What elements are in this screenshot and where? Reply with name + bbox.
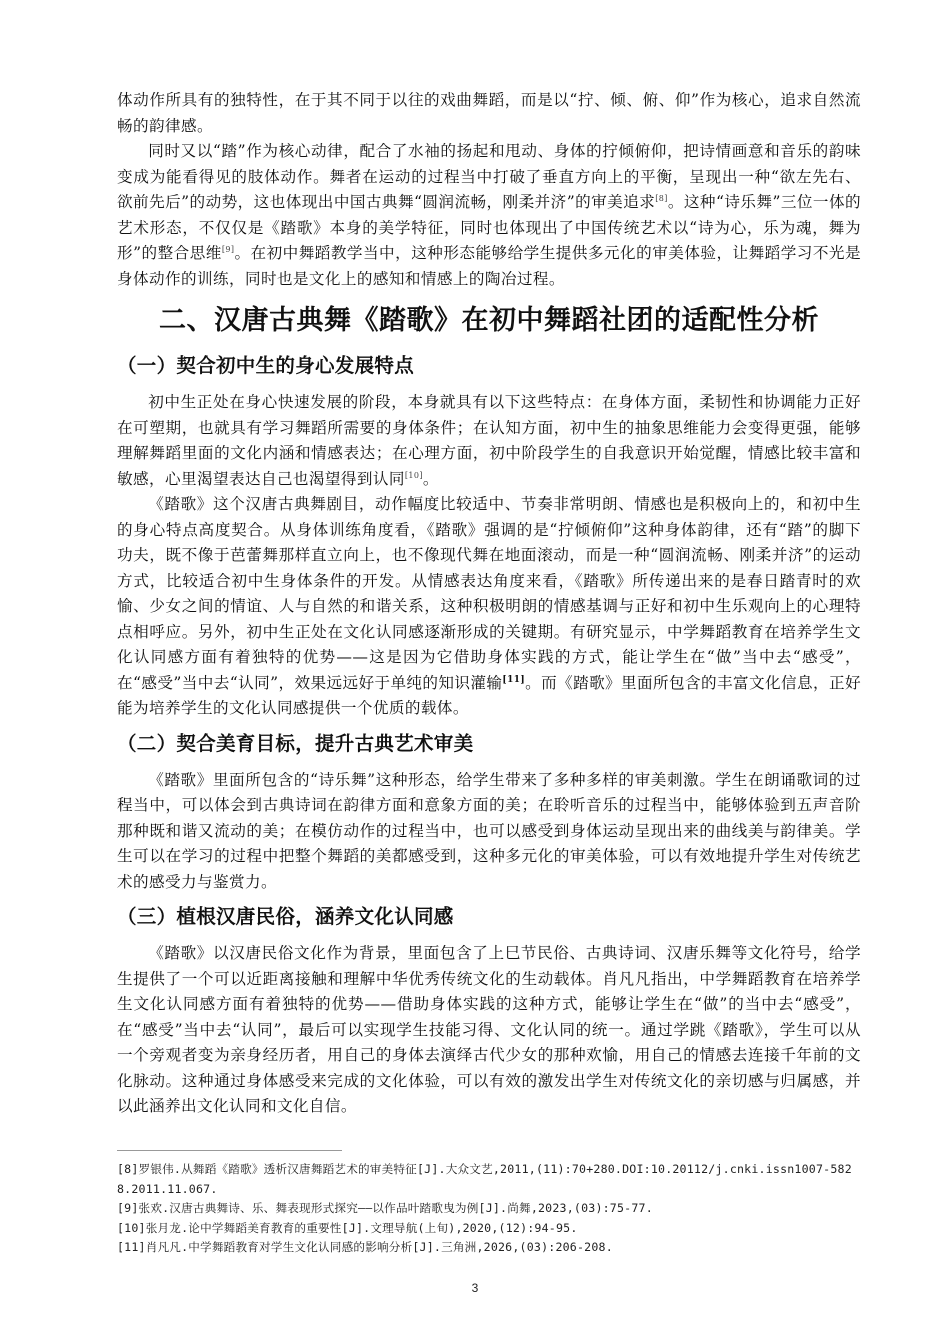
paragraph-text: 同时又以“踏”作为核心动律，配合了水袖的扬起和甩动、身体的拧倾俯仰，把诗情画意和音乐的韵味变成为能看得见的肢体动作。舞者在运动的过程当中打破了垂直方向上的平衡，呈现出一种“欲左先右、欲前先后”的动势，这也体现出中国古典舞“圆润流畅，刚柔并济”的审美追求 (117, 142, 861, 211)
page-body (117, 88, 861, 1120)
body-paragraph: 《踏歌》里面所包含的“诗乐舞”这种形态，给学生带来了多种多样的审美刺激。学生在朗诵歌词的过程当中，可以体会到古典诗词在韵律方面和意象方面的美；在聆听音乐的过程当中，能够体验到五声音阶那种既和谐又流动的美；在模仿动作的过程当中，也可以感受到身体运动呈现出来的曲线美与韵律美。学生可以在学习的过程中把整个舞蹈的美都感受到，这种多元化的审美体验，可以有效地提升学生对传统艺术的感受力与鉴赏力。 (117, 770, 861, 891)
body-paragraph (117, 492, 861, 722)
paragraph-text: 体动作所具有的独特性，在于其不同于以往的戏曲舞蹈，而是以“拧、倾、俯、仰”作为核心，追求自然流畅的韵律感。 (117, 91, 861, 135)
footnote-item: [8]罗银伟.从舞蹈《踏歌》透析汉唐舞蹈艺术的审美特征[J].大众文艺,2011,(11):70+280.DOI:10.20112/j.cnki.issn1007-5828.2011.11.067. (117, 1162, 852, 1196)
body-paragraph-continued (117, 88, 861, 139)
body-paragraph (117, 139, 861, 292)
subsection-heading: （二）契合美育目标，提升古典艺术审美 (117, 731, 474, 755)
footnote-item: [10]张月龙.论中学舞蹈美育教育的重要性[J].文理导航(上旬),2020,(12):94-95. (117, 1220, 578, 1235)
page-number: 3 (471, 1281, 479, 1295)
citation-ref[interactable]: [9] (221, 244, 235, 254)
section-heading: 二、汉唐古典舞《踏歌》在初中舞蹈社团的适配性分析 (159, 305, 819, 336)
paragraph-text: 。而《踏歌》里面所包含的丰富文化信息，正好能为培养学生的文化认同感提供一个优质的载体。 (117, 673, 861, 717)
footnote-item: [11]肖凡凡.中学舞蹈教育对学生文化认同感的影响分析[J].三角洲,2026,(03):206-208. (117, 1240, 613, 1254)
paragraph-text: 。这种“诗乐舞”三位一体的艺术形态，不仅仅是《踏歌》本身的美学特征，同时也体现出了中国传统艺术以“诗为心，乐为魂，舞为形”的整合思维 (117, 193, 861, 262)
body-paragraph (117, 390, 861, 492)
footnotes (117, 1160, 861, 1258)
footnote-item: [9]张欢.汉唐古典舞诗、乐、舞表现形式探究——以作品叶踏歌曳为例[J].尚舞,2023,(03):75-77. (117, 1201, 653, 1215)
subsection-heading: （三）植根汉唐民俗，涵养文化认同感 (117, 905, 454, 928)
subsection-heading: （一）契合初中生的身心发展特点 (117, 354, 415, 377)
paragraph-text: 《踏歌》这个汉唐古典舞剧目，动作幅度比较适中、节奏非常明朗、情感也是积极向上的，和初中生的身心特点高度契合。从身体训练角度看，《踏歌》强调的是“拧倾俯仰”这种身体韵律，还有“踏”的脚下功夫，既不像于芭蕾舞那样直立向上，也不像现代舞在地面滚动，而是一种“圆润流畅、刚柔并济”的运动方式，比较适合初中生身体条件的开发。从情感表达角度来看，《踏歌》所传递出来的是春日踏青时的欢愉、少女之间的情谊、人与自然的和谐关系，这种积极明朗的情感基调与正好和初中生乐观向上的心理特点相呼应。另外，初中生正处在文化认同感逐渐形成的关键期。有研究显示，中学舞蹈教育在培养学生文化认同感方面有着独特的优势——这是因为它借助身体实践的方式，能让学生在“做”当中去“感受”，在“感受”当中去“认同”，效果远远好于单纯的知识灌输 (117, 495, 861, 692)
footnote-divider (117, 1150, 342, 1151)
paragraph-text: 初中生正处在身心快速发展的阶段，本身就具有以下这些特点：在身体方面，柔韧性和协调能力正好在可塑期，也就具有学习舞蹈所需要的身体条件；在认知方面，初中生的抽象思维能力会变得更强，能够理解舞蹈里面的文化内涵和情感表达；在心理方面，初中阶段学生的自我意识开始觉醒，情感比较丰富和敏感，心里渴望表达自己也渴望得到认同 (117, 393, 861, 488)
body-paragraph: 《踏歌》以汉唐民俗文化作为背景，里面包含了上巳节民俗、古典诗词、汉唐乐舞等文化符号，给学生提供了一个可以近距离接触和理解中华优秀传统文化的生动载体。肖凡凡指出，中学舞蹈教育在培养学生文化认同感方面有着独特的优势——借助身体实践的这种方式，能够让学生在“做”的当中去“感受”，在“感受”当中去“认同”，最后可以实现学生技能习得、文化认同的统一。通过学跳《踏歌》，学生可以从一个旁观者变为亲身经历者，用自己的身体去演绎古代少女的那种欢愉，用自己的情感去连接千年前的文化脉动。这种通过身体感受来完成的文化体验，可以有效的激发出学生对传统文化的亲切感与归属感，并以此涵养出文化认同和文化自信。 (117, 944, 861, 1115)
citation-ref[interactable]: [10] (404, 470, 423, 480)
paragraph-text: 。在初中舞蹈教学当中，这种形态能够给学生提供多元化的审美体验，让舞蹈学习不光是身体动作的训练，同时也是文化上的感知和情感上的陶冶过程。 (117, 244, 861, 288)
paragraph-text: 。 (422, 469, 439, 488)
citation-ref[interactable]: [8] (655, 193, 668, 203)
citation-ref[interactable]: [11] (502, 674, 526, 685)
